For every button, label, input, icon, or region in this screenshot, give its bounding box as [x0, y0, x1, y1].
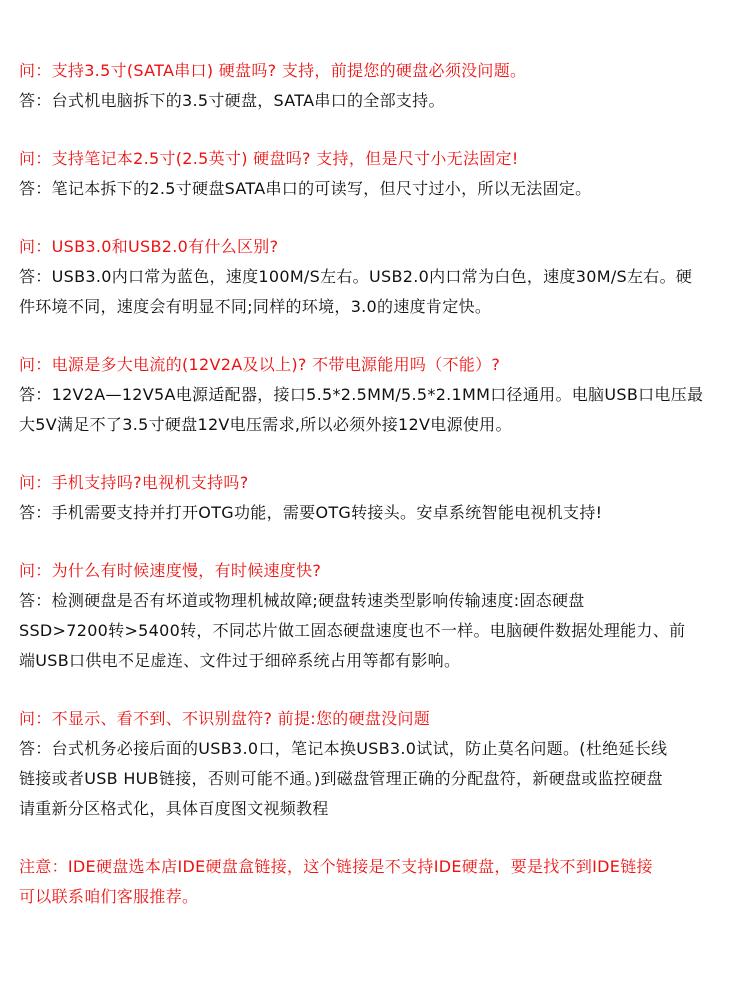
faq-answer-line: 答：手机需要支持并打开OTG功能，需要OTG转接头。安卓系统智能电视机支持!: [19, 503, 603, 522]
faq-question: 问：支持3.5寸(SATA串口) 硬盘吗? 支持，前提您的硬盘必须没问题。: [19, 61, 527, 80]
faq-answer-line: 件环境不同，速度会有明显不同;同样的环境，3.0的速度肯定快。: [19, 297, 492, 316]
faq-item-usb-diff: [19, 232, 735, 322]
faq-answer-line: 答：12V2A—12V5A电源适配器，接口5.5*2.5MM/5.5*2.1MM口径通用。电脑USB口电压最: [19, 385, 704, 404]
note-line: 注意：IDE硬盘选本店IDE硬盘盒链接，这个链接是不支持IDE硬盘，要是找不到IDE链接: [19, 857, 653, 876]
faq-question: 问：支持笔记本2.5寸(2.5英寸) 硬盘吗? 支持，但是尺寸小无法固定!: [19, 149, 519, 168]
faq-answer-line: 端USB口供电不足虚连、文件过于细碎系统占用等都有影响。: [19, 651, 461, 670]
faq-answer-line: 答：笔记本拆下的2.5寸硬盘SATA串口的可读写，但尺寸过小，所以无法固定。: [19, 179, 592, 198]
faq-question: 问：不显示、看不到、不识别盘符? 前提:您的硬盘没问题: [19, 709, 431, 728]
faq-answer-line: 答：USB3.0内口常为蓝色，速度100M/S左右。USB2.0内口常为白色，速度30M/S左右。硬: [19, 267, 693, 286]
faq-answer-line: 链接或者USB HUB链接，否则可能不通。)到磁盘管理正确的分配盘符，新硬盘或监控硬盘: [19, 769, 663, 788]
faq-question: 问：USB3.0和USB2.0有什么区别?: [19, 237, 279, 256]
faq-item-drive-letter: [19, 704, 735, 824]
faq-item-sata-35: [19, 56, 735, 116]
faq-question: 问：电源是多大电流的(12V2A及以上)? 不带电源能用吗（不能）?: [19, 355, 501, 374]
note-line: 可以联系咱们客服推荐。: [19, 887, 199, 906]
faq-answer-line: 答：检测硬盘是否有坏道或物理机械故障;硬盘转速类型影响传输速度:固态硬盘: [19, 591, 585, 610]
faq-answer-line: SSD>7200转>5400转，不同芯片做工固态硬盘速度也不一样。电脑硬件数据处理能力、前: [19, 621, 686, 640]
faq-answer-line: 答：台式机务必接后面的USB3.0口，笔记本换USB3.0试试，防止莫名问题。(杜绝延长线: [19, 739, 668, 758]
faq-list: [19, 56, 735, 940]
faq-item-speed: [19, 556, 735, 676]
faq-question: 问：手机支持吗?电视机支持吗?: [19, 473, 249, 492]
faq-answer-line: 大5V满足不了3.5寸硬盘12V电压需求,所以必须外接12V电源使用。: [19, 415, 512, 434]
faq-answer-line: 请重新分区格式化，具体百度图文视频教程: [19, 799, 329, 818]
faq-item-laptop-25: [19, 144, 735, 204]
faq-item-phone-tv: [19, 468, 735, 528]
faq-answer-line: 答：台式机电脑拆下的3.5寸硬盘，SATA串口的全部支持。: [19, 91, 445, 110]
faq-item-power: [19, 350, 735, 440]
ide-note: [19, 852, 735, 912]
faq-question: 问：为什么有时候速度慢，有时候速度快?: [19, 561, 322, 580]
